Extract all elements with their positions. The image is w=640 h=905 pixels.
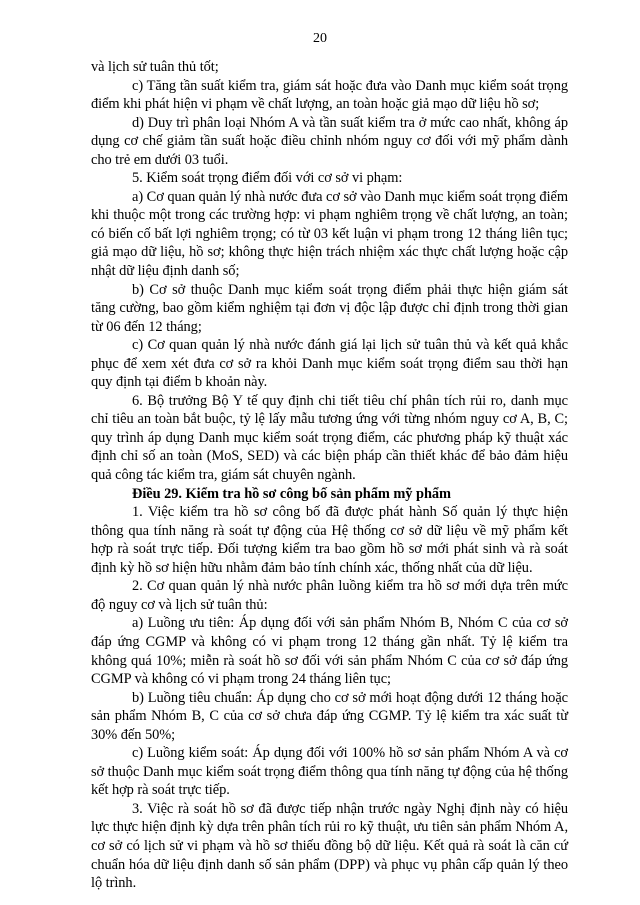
page-number: 20 xyxy=(313,31,327,46)
paragraph: d) Duy trì phân loại Nhóm A và tần suất kiểm tra ở mức cao nhất, không áp dụng cơ chế giảm tần suất hoặc điều chỉnh nhóm nguy cơ đối với mỹ phẩm dành cho trẻ em dưới 03 tuổi. xyxy=(91,114,568,168)
paragraph: 5. Kiểm soát trọng điểm đối với cơ sở vi phạm: xyxy=(132,170,403,187)
paragraph: 2. Cơ quan quản lý nhà nước phân luồng kiểm tra hồ sơ mới dựa trên mức độ nguy cơ và lịch sử tuân thủ: xyxy=(91,578,568,613)
paragraph: 6. Bộ trưởng Bộ Y tế quy định chi tiết tiêu chí phân tích rủi ro, danh mục chỉ tiêu an toàn bắt buộc, tỷ lệ lấy mẫu tương ứng với từng nhóm nguy cơ A, B, C; quy trình áp dụng Danh mục kiểm soát trọng điểm, các phương pháp kỹ thuật xác định chỉ số an toàn (MoS, SED) và các biện pháp cần thiết khác để bảo đảm hiệu quả công tác kiểm tra, giám sát chuyên ngành. xyxy=(91,392,568,484)
paragraph: 1. Việc kiểm tra hồ sơ công bố đã được phát hành Số quản lý thực hiện thông qua tính năng rà soát tự động của Hệ thống cơ sở dữ liệu về mỹ phẩm kết hợp rà soát trực tiếp. Đối tượng kiểm tra bao gồm hồ sơ mới phát sinh và rà soát định kỳ hồ sơ hiện hữu nhằm đảm bảo tính chính xác, thống nhất của dữ liệu. xyxy=(91,504,568,576)
paragraph: a) Luồng ưu tiên: Áp dụng đối với sản phẩm Nhóm B, Nhóm C của cơ sở đáp ứng CGMP và không có vi phạm trong 12 tháng gần nhất. Tỷ lệ kiểm tra không quá 10%; miễn rà soát hồ sơ đối với sản phẩm Nhóm C của cơ sở đáp ứng CGMP và không có vi phạm trong 24 tháng liên tục; xyxy=(91,615,568,688)
paragraph: c) Tăng tần suất kiểm tra, giám sát hoặc đưa vào Danh mục kiểm soát trọng điểm khi phát hiện vi phạm về chất lượng, an toàn hoặc giả mạo dữ liệu hồ sơ; xyxy=(91,77,568,113)
paragraph: 3. Việc rà soát hồ sơ đã được tiếp nhận trước ngày Nghị định này có hiệu lực thực hiện định kỳ dựa trên phân tích rủi ro kỹ thuật, ưu tiên sản phẩm Nhóm A, cơ sở có lịch sử vi phạm và hồ sơ thiếu đồng bộ dữ liệu. Kết quả rà soát là căn cứ chuẩn hóa dữ liệu định danh số sản phẩm (DPP) và phục vụ phân cấp quản lý theo lộ trình. xyxy=(91,800,568,892)
paragraph: b) Cơ sở thuộc Danh mục kiểm soát trọng điểm phải thực hiện giám sát tăng cường, bao gồm kiểm nghiệm tại đơn vị độc lập được chỉ định trong thời gian từ 06 đến 12 tháng; xyxy=(91,281,568,335)
document-body xyxy=(91,58,568,893)
paragraph: a) Cơ quan quản lý nhà nước đưa cơ sở vào Danh mục kiểm soát trọng điểm khi thuộc một trong các trường hợp: vi phạm nghiêm trọng về chất lượng, an toàn; có biến cố bất lợi nghiêm trọng; có từ 03 kết luận vi phạm trong 12 tháng liên tục; giả mạo dữ liệu, hồ sơ; không thực hiện trách nhiệm xác thực chất lượng hoặc cập nhật dữ liệu định danh số; xyxy=(91,188,568,280)
paragraph: c) Cơ quan quản lý nhà nước đánh giá lại lịch sử tuân thủ và kết quả khắc phục để xem xét đưa cơ sở ra khỏi Danh mục kiểm soát trọng điểm sau thời hạn quy định tại điểm b khoản này. xyxy=(91,337,568,391)
paragraph: và lịch sử tuân thủ tốt; xyxy=(91,59,219,75)
article-heading: Điều 29. Kiểm tra hồ sơ công bố sản phẩm mỹ phẩm xyxy=(132,485,451,502)
paragraph: b) Luồng tiêu chuẩn: Áp dụng cho cơ sở mới hoạt động dưới 12 tháng hoặc sản phẩm Nhóm B, C của cơ sở chưa đáp ứng CGMP. Tỷ lệ kiểm tra xác suất từ 30% đến 50%; xyxy=(91,689,568,743)
paragraph: c) Luồng kiểm soát: Áp dụng đối với 100% hồ sơ sản phẩm Nhóm A và cơ sở thuộc Danh mục kiểm soát trọng điểm thông qua tính năng tự động của hệ thống kết hợp rà soát trực tiếp. xyxy=(91,745,568,799)
